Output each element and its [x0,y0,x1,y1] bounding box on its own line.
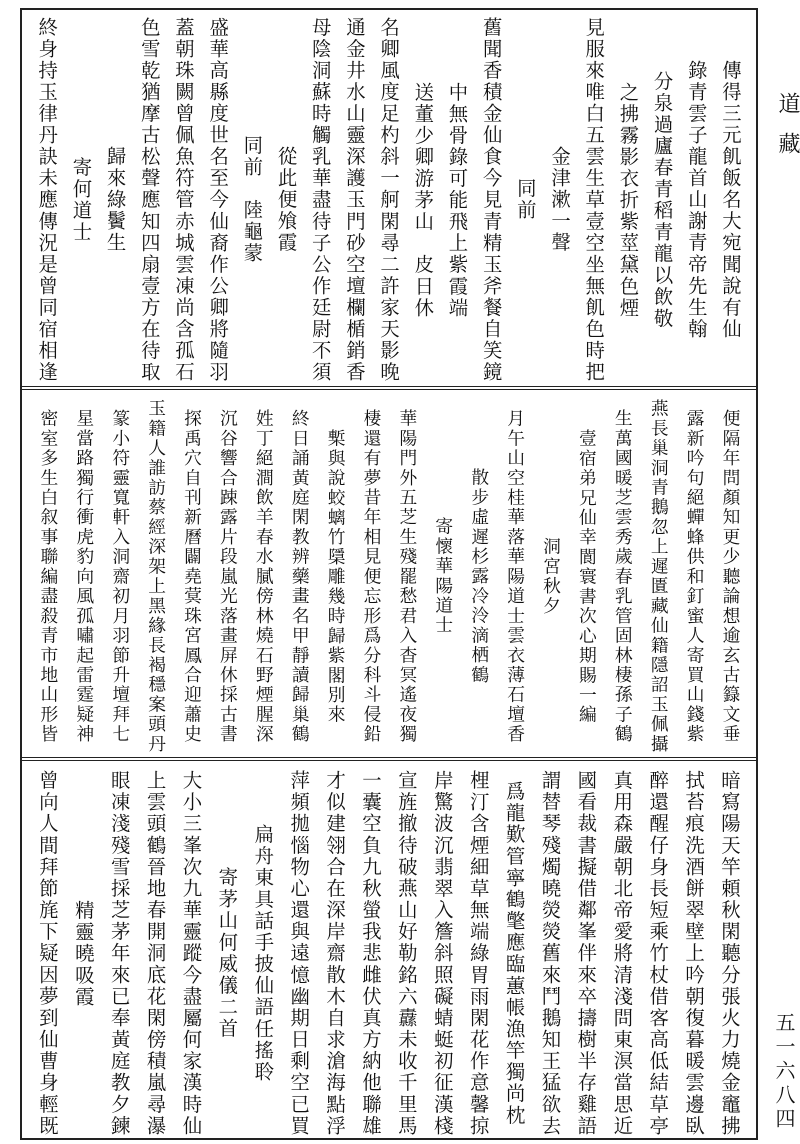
text-column: 爲龍歎管寧鶴氅應臨蕙帳漁竿獨尚枕 [502,780,526,1127]
text-column: 宣旌撤待破燕山好勒銘六纛未收千里馬 [394,770,418,1137]
text-column: 同前 [513,178,537,222]
book-title: 道藏 [775,92,800,172]
text-column: 寄何道士 [69,156,93,244]
text-column: 沉谷響合踈露片段嵐光落畫屏休採古書 [217,408,238,745]
text-column: 送董少卿游茅山 皮日休 [411,81,435,319]
text-column: 月午山空桂華落華陽道士雲衣薄石壇香 [504,408,525,745]
register-top [20,8,758,386]
text-column: 醉還醒仔身長短乘竹杖借客高低結草亭 [646,770,670,1137]
text-column: 舊聞香積金仙食今見青精玉斧餐自笑鏡 [479,17,503,383]
text-column: 曾向人間拜節旄下疑因夢到仙曹身輕既 [35,770,59,1137]
text-column: 篆小符靈寬軒入洞齋初月羽節升壇拜七 [109,408,130,745]
text-column: 萍頻拋惱物心還與遠憶幽期日剩空已買 [287,770,311,1137]
text-column: 母陰洞蘇時觸乳華盡待子公作廷尉不須 [308,17,332,383]
text-column: 拭苔痕洗酒餅翠壁上吟朝復暮暖雲邊臥 [682,770,706,1137]
text-column: 星當路獨行衝虎豹向風孤嘯起雷霆疑神 [73,408,94,745]
text-column: 岸驚波沉翡翠入簷斜照礙蜻蜓初征漢棧 [430,770,454,1137]
text-column: 密室多生白叙事聯編盡殺青市地山形皆 [37,408,58,745]
text-column: 暗寫陽天竿頼秋閑聽分張火力燒金竈拂 [717,770,741,1137]
text-column: 從此便飧霞 [274,146,298,254]
text-column: 散步虛遲杉露冷泠滴栖鶴 [468,468,489,685]
text-column: 姓丁絕澗飲羊春水膩傍林燒石野煙腥深 [253,408,274,745]
text-column: 才似建翎合在深岸齋散木自求滄海點浮 [323,770,347,1137]
text-column: 一囊空負九秋螢我悲雌伏真方納他聯雄 [358,770,382,1137]
text-column: 扁舟東具話手披仙語任搖聆 [251,824,275,1083]
text-column: 盛華高縣度世名至今仙裔作公卿將隨羽 [206,17,230,383]
text-column: 見服來唯白五雲生草壹空坐無飢色時把 [582,17,606,383]
text-column: 國看裁書擬借鄰峯伴來卒擣樹半存雞語 [574,770,598,1137]
text-column: 大小三峯次九華靈蹤今盡屬何家漢時仙 [179,770,203,1137]
text-column: 壹宿弟兄仙幸閬寰書次心期賜一編 [576,428,597,725]
text-column: 錄青雲子龍首山謝青帝先生翰 [684,60,708,340]
text-column: 之拂霧影衣折紫莖黛色煙 [616,81,640,319]
text-column: 便隔年問顏知更少聽論想逾玄古籙文垂 [719,408,740,745]
text-column: 玉籍人誰訪蔡經深架上黑緣長褐穩案頭丹 [145,399,166,754]
text-column: 露新吟句絕蟬蜂供和釘蜜人寄買山錢紫 [684,408,705,745]
text-column: 寄懷華陽道士 [432,517,453,636]
text-column: 華陽門外五芝生殘罷愁君入杳冥遙夜獨 [396,408,417,745]
text-column: 名卿風度足杓斜一舸閑尋二許家天影晚 [377,17,401,383]
text-column: 探禹穴自刊新曆闢堯蓂珠宮鳳合迎蕭史 [181,408,202,745]
text-column: 分泉過廬春青稻青龍以飲敬 [650,70,674,330]
text-column: 金津漱一聲 [548,146,572,254]
text-column: 精靈曉吸霞 [71,899,95,1008]
text-column: 棲還有夢昔年相見便忘形爲分科斗侵鉛 [360,408,381,745]
text-column: 歸來綠鬢生 [103,146,127,254]
text-column: 洞宮秋夕 [540,537,561,616]
text-column: 傳得三元飢飯名大宛聞說有仙 [718,60,742,340]
text-column: 真用森嚴朝北帝愛將清淺問東溟當思近 [610,770,634,1137]
register-bottom [20,761,758,1140]
text-column: 梩汀含煙細草無端綠胃雨閑花作意馨掠 [466,770,490,1137]
text-column: 同前 陸龜蒙 [240,135,264,265]
text-column: 槧與說蛟螭竹檃雕幾時歸紫閣別來 [325,428,346,725]
text-column: 上雲頭鶴晉地春開洞底花閑傍積嵐尋瀑 [143,770,167,1137]
text-column: 寄茅山何威儀二首 [215,867,239,1040]
text-column: 中無骨錄可能飛上紫霞端 [445,81,469,319]
text-column: 終日誦黃庭閑教辨藥畫名甲靜讀歸巢鶴 [289,408,310,745]
text-column: 眼凍淺殘雪採芝茅年來已奉黃庭教夕鍊 [107,770,131,1137]
text-column: 色雪乾猶摩古松聲應知四扇壹方在待取 [137,17,161,383]
text-column: 生萬國暖芝雲秀歲春乳管固林棲孫子鶴 [612,408,633,745]
text-column: 蓋朝珠闕曾佩魚符管赤城雲凍尚含孤石 [171,17,195,383]
text-column: 謂替琴殘燭曉熒熒舊來鬥鵝知王猛欲去 [538,770,562,1137]
register-middle [20,390,758,757]
text-column: 終身持玉律丹訣未應傳況是曾同宿相逢 [35,17,59,383]
text-column: 通金井水山靈深護玉門砂空壇欄楯銷香 [342,17,366,383]
page-number: 五一六八四 [772,1012,796,1132]
text-column: 燕長巢洞青鵝忽上遲匱藏仙籍隱詔玉佩攝 [648,399,669,754]
